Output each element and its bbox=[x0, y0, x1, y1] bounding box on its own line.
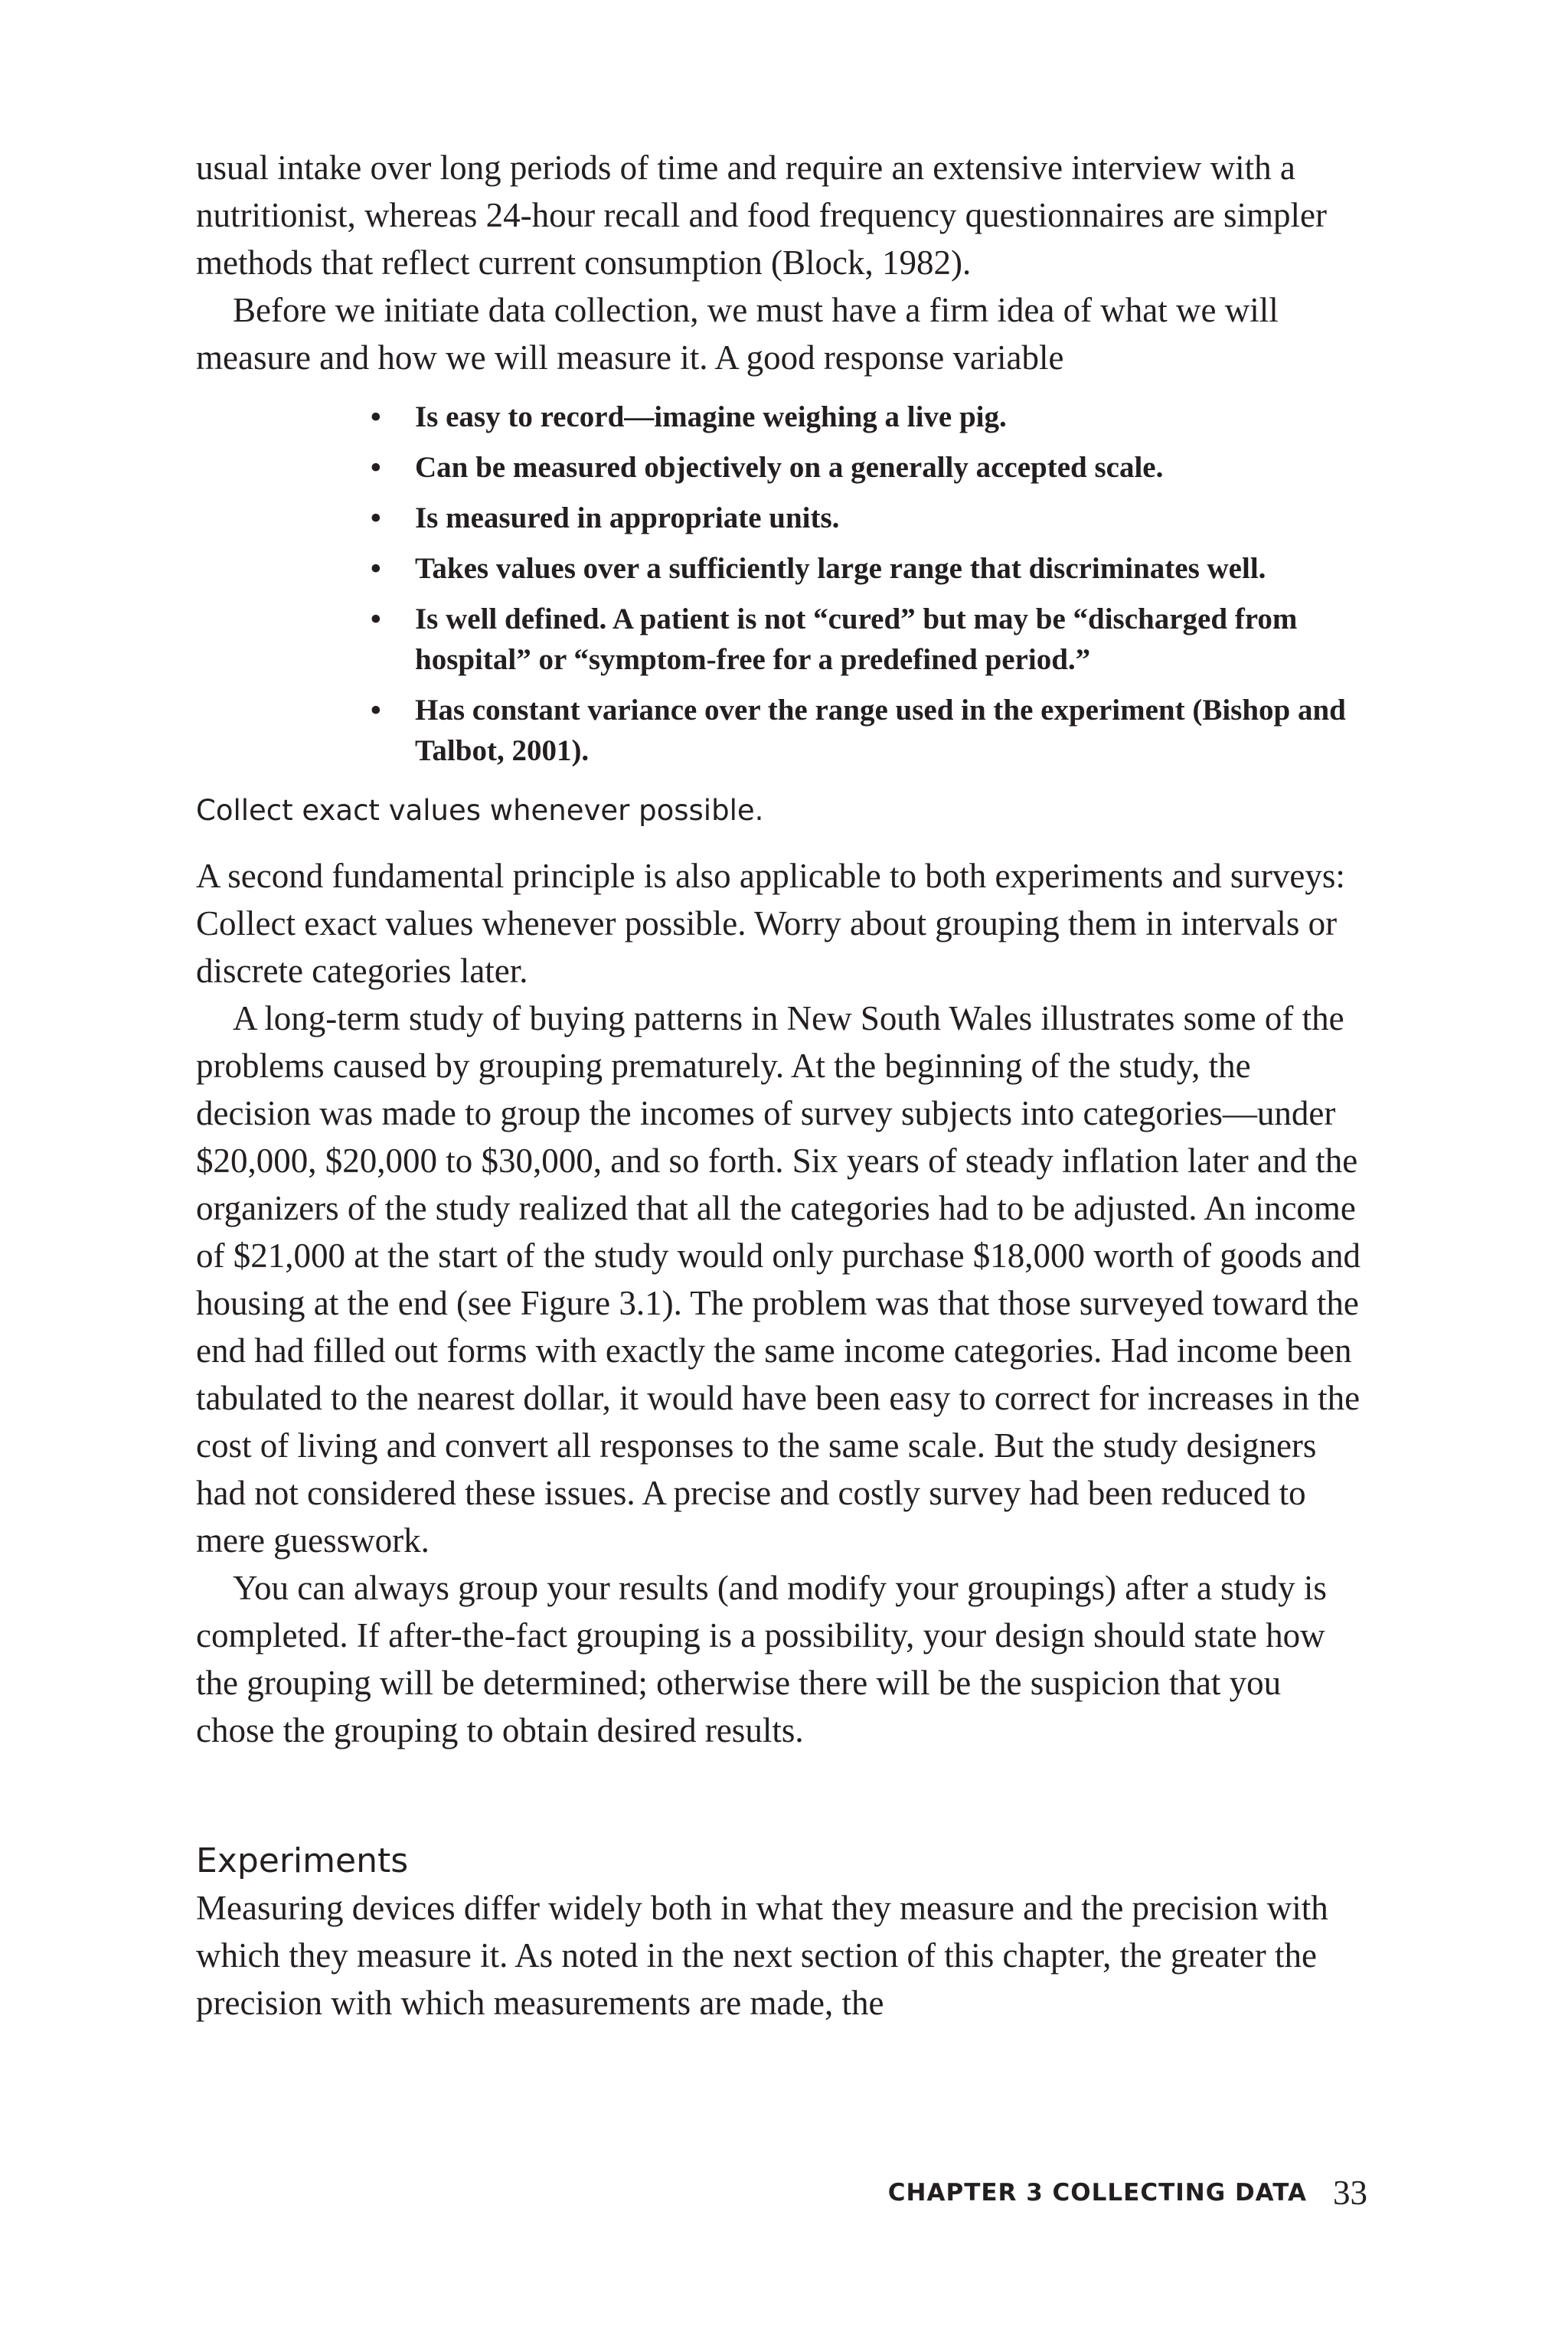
bullet-icon: • bbox=[371, 552, 381, 585]
list-item bbox=[371, 397, 1374, 437]
list-item-text: Is easy to record—imagine weighing a live pig. bbox=[415, 400, 1007, 433]
bullet-icon: • bbox=[371, 400, 381, 433]
bullet-icon: • bbox=[371, 694, 381, 727]
body-paragraph: Before we initiate data collection, we must have a firm idea of what we will measure and how we will measure it. A good response variable bbox=[196, 291, 1279, 377]
list-item bbox=[371, 447, 1374, 488]
list-item bbox=[371, 690, 1374, 771]
running-footer-chapter: CHAPTER 3 COLLECTING DATA bbox=[887, 2179, 1307, 2207]
body-paragraph: usual intake over long periods of time and require an extensive interview with a nutritionist, whereas 24-hour recall and food frequency questionnaires are simpler methods that reflect current consumption (Block, 1982). bbox=[196, 149, 1328, 282]
margin-note: Collect exact values whenever possible. bbox=[196, 794, 764, 827]
body-paragraph: A long-term study of buying patterns in New South Wales illustrates some of the problems caused by grouping prematurely. At the beginning of the study, the decision was made to group the incomes of survey subjects into categories—under $20,000, $20,000 to $30,000, and so forth. Six years of steady inflation later and the organizers of the study realized that all the categories had to be adjusted. An income of $21,000 at the start of the study would only purchase $18,000 worth of goods and housing at the end (see Figure 3.1). The problem was that those surveyed toward the end had filled out forms with exactly the same income categories. Had income been tabulated to the nearest dollar, it would have been easy to correct for increases in the cost of living and convert all responses to the same scale. But the study designers had not considered these issues. A precise and costly survey had been reduced to mere guesswork. bbox=[196, 999, 1361, 1560]
list-item bbox=[371, 498, 1374, 538]
section-heading: Experiments bbox=[196, 1841, 409, 1880]
body-paragraph: Measuring devices differ widely both in what they measure and the precision with which they measure it. As noted in the next section of this chapter, the greater the precision with which measurements are made, the bbox=[196, 1889, 1328, 2022]
body-paragraph: A second fundamental principle is also applicable to both experiments and surveys: Collect exact values whenever possible. Worry about grouping them in intervals or discrete categories later. bbox=[196, 857, 1345, 990]
page-body bbox=[196, 144, 1367, 2027]
list-item-text: Takes values over a sufficiently large range that discriminates well. bbox=[415, 552, 1266, 585]
list-item-text: Has constant variance over the range used in the experiment (Bishop and Talbot, 2001). bbox=[415, 694, 1346, 767]
bullet-icon: • bbox=[371, 451, 381, 484]
body-paragraph: You can always group your results (and modify your groupings) after a study is completed. If after-the-fact grouping is a possibility, your design should state how the grouping will be determined; otherwise there will be the suspicion that you chose the grouping to obtain desired results. bbox=[196, 1569, 1327, 1749]
page-footer bbox=[196, 2173, 1367, 2213]
bullet-icon: • bbox=[371, 603, 381, 635]
list-item-text: Is well defined. A patient is not “cured” but may be “discharged from hospital” or “symptom-free for a predefined period.” bbox=[415, 603, 1298, 676]
list-item bbox=[371, 599, 1374, 680]
page-number: 33 bbox=[1333, 2174, 1367, 2212]
bullet-icon: • bbox=[371, 501, 381, 534]
list-item bbox=[371, 548, 1374, 589]
list-item-text: Can be measured objectively on a generally accepted scale. bbox=[415, 451, 1164, 484]
list-item-text: Is measured in appropriate units. bbox=[415, 501, 840, 534]
response-variable-list bbox=[196, 397, 1374, 771]
